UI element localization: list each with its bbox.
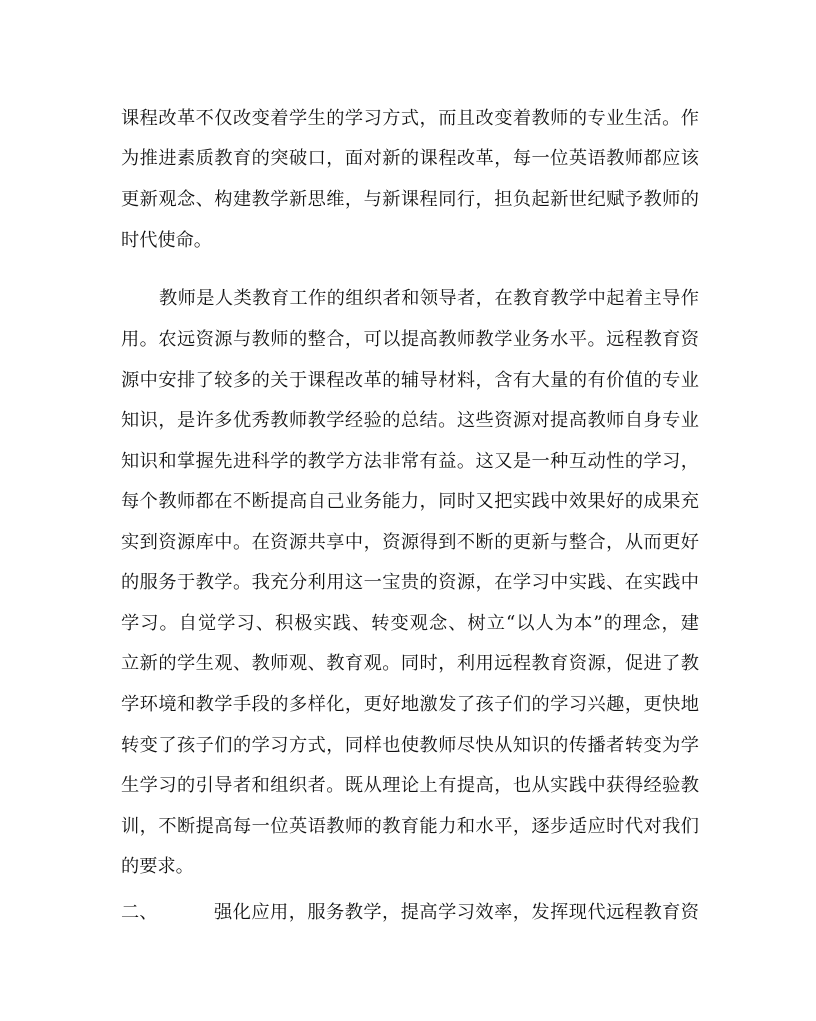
paragraph-2-line-11: 学环境和教学手段的多样化，更好地激发了孩子们的学习兴趣，更快地: [121, 694, 699, 715]
paragraph-2-line-2: 用。农远资源与教师的整合，可以提高教师教学业务水平。远程教育资: [121, 329, 699, 350]
paragraph-2-line-7: 实到资源库中。在资源共享中，资源得到不断的更新与整合，从而更好: [121, 532, 699, 553]
paragraph-2-line-1: 教师是人类教育工作的组织者和领导者，在教育教学中起着主导作: [159, 288, 699, 309]
paragraph-2-line-15: 的要求。: [121, 856, 194, 877]
paragraph-1-line-4: 时代使命。: [121, 230, 212, 251]
paragraph-2-line-8: 的服务于教学。我充分利用这一宝贵的资源，在学习中实践、在实践中: [121, 572, 699, 593]
paragraph-2-line-10: 立新的学生观、教师观、教育观。同时，利用远程教育资源，促进了教: [121, 653, 699, 674]
paragraph-2-line-9: 学习。自觉学习、积极实践、转变观念、树立“以人为本”的理念，建: [121, 613, 699, 634]
paragraph-1-line-1: 课程改革不仅改变着学生的学习方式，而且改变着教师的专业生活。作: [121, 108, 699, 129]
section-heading-number: 二、: [121, 902, 158, 923]
paragraph-2-line-12: 转变了孩子们的学习方式，同样也使教师尽快从知识的传播者转变为学: [121, 735, 699, 756]
paragraph-1-line-3: 更新观念、构建教学新思维，与新课程同行，担负起新世纪赋予教师的: [121, 189, 699, 210]
paragraph-2-line-13: 生学习的引导者和组织者。既从理论上有提高，也从实践中获得经验教: [121, 775, 699, 796]
paragraph-2-line-5: 知识和掌握先进科学的教学方法非常有益。这又是一种互动性的学习，: [121, 451, 699, 472]
paragraph-1-line-2: 为推进素质教育的突破口，面对新的课程改革，每一位英语教师都应该: [121, 148, 699, 169]
paragraph-2-line-6: 每个教师都在不断提高自己业务能力，同时又把实践中效果好的成果充: [121, 491, 699, 512]
paragraph-2-line-3: 源中安排了较多的关于课程改革的辅导材料，含有大量的有价值的专业: [121, 370, 699, 391]
section-heading-text: 强化应用，服务教学，提高学习效率，发挥现代远程教育资: [214, 902, 699, 923]
paragraph-2-line-4: 知识，是许多优秀教师教学经验的总结。这些资源对提高教师自身专业: [121, 410, 699, 431]
paragraph-2-line-14: 训，不断提高每一位英语教师的教育能力和水平，逐步适应时代对我们: [121, 816, 699, 837]
